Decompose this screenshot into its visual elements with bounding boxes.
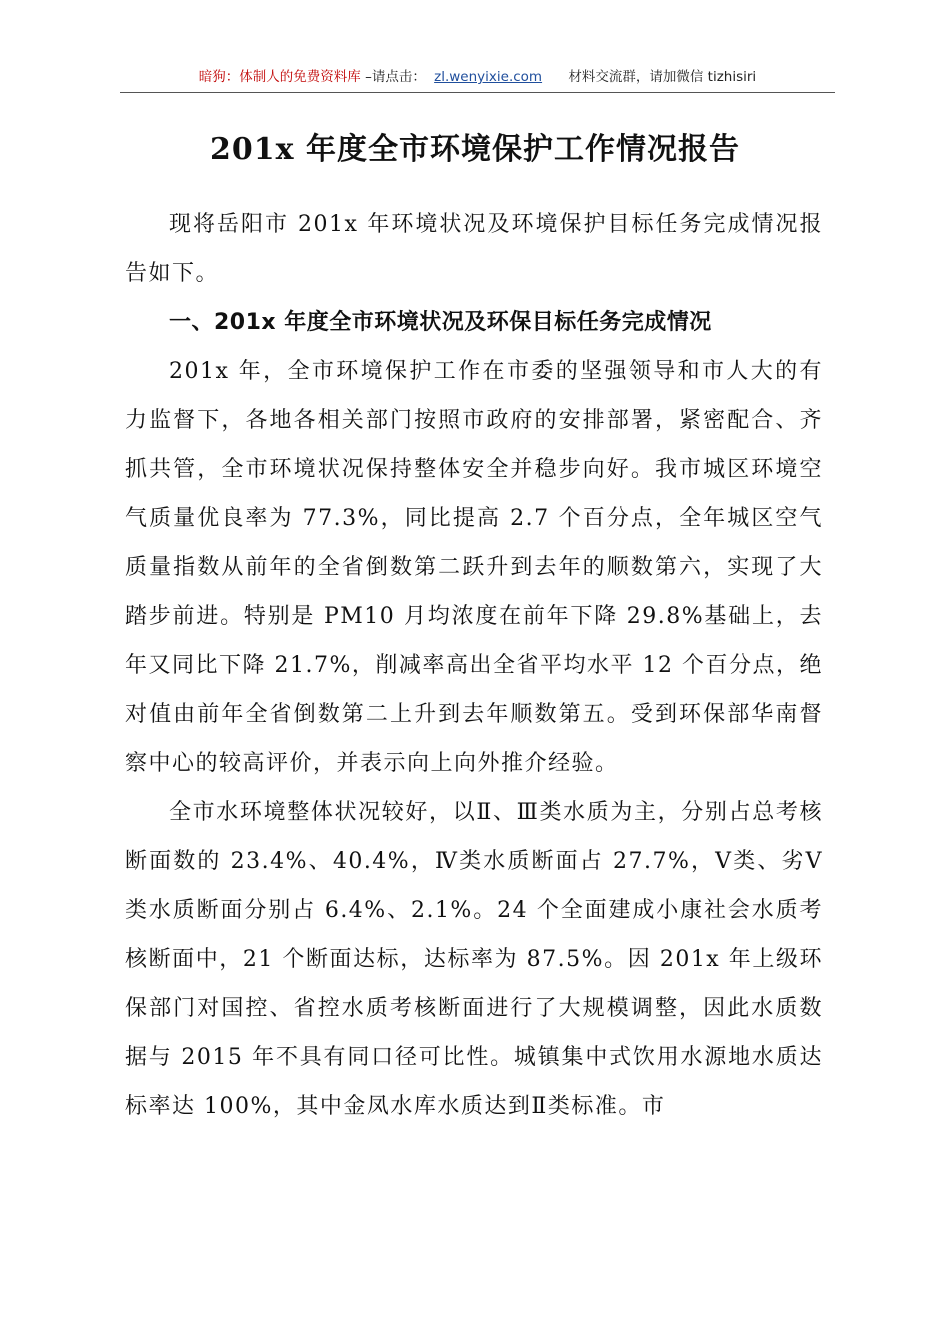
header-link[interactable]: zl.wenyixie.com [434, 69, 543, 85]
header-contact: 材料交流群，请加微信 tizhisiri [568, 69, 757, 85]
header-brand: 暗狗：体制人的免费资料库 [198, 69, 361, 85]
document-body [125, 200, 823, 1131]
document-title: 201x 年度全市环境保护工作情况报告 [210, 132, 740, 167]
section-heading: 一、201x 年度全市环境状况及环保目标任务完成情况 [169, 310, 712, 335]
page-header [120, 66, 835, 93]
intro-paragraph: 现将岳阳市 201x 年环境状况及环境保护目标任务完成情况报告如下。 [125, 212, 823, 286]
paragraph-air-quality: 201x 年，全市环境保护工作在市委的坚强领导和市人大的有力监督下，各地各相关部门按照市政府的安排部署，紧密配合、齐抓共管，全市环境状况保持整体安全并稳步向好。我市城区环境空气质量优良率为 77.3%，同比提高 2.7 个百分点，全年城区空气质量指数从前年的全省倒数第二跃升到去年的顺数第六，实现了大踏步前进。特别是 PM10 月均浓度在前年下降 29.8%基础上，去年又同比下降 21.7%，削减率高出全省平均水平 12 个百分点，绝对值由前年全省倒数第二上升到去年顺数第五。受到环保部华南督察中心的较高评价，并表示向上向外推介经验。 [125, 359, 823, 776]
header-prompt: –请点击： [365, 69, 426, 85]
paragraph-water-quality: 全市水环境整体状况较好，以Ⅱ、Ⅲ类水质为主，分别占总考核断面数的 23.4%、40.4%，Ⅳ类水质断面占 27.7%，Ⅴ类、劣Ⅴ类水质断面分别占 6.4%、2.1%。24 个全面建成小康社会水质考核断面中，21 个断面达标，达标率为 87.5%。因 201x 年上级环保部门对国控、省控水质考核断面进行了大规模调整，因此水质数据与 2015 年不具有同口径可比性。城镇集中式饮用水源地水质达标率达 100%，其中金凤水库水质达到Ⅱ类标准。市 [125, 800, 823, 1119]
